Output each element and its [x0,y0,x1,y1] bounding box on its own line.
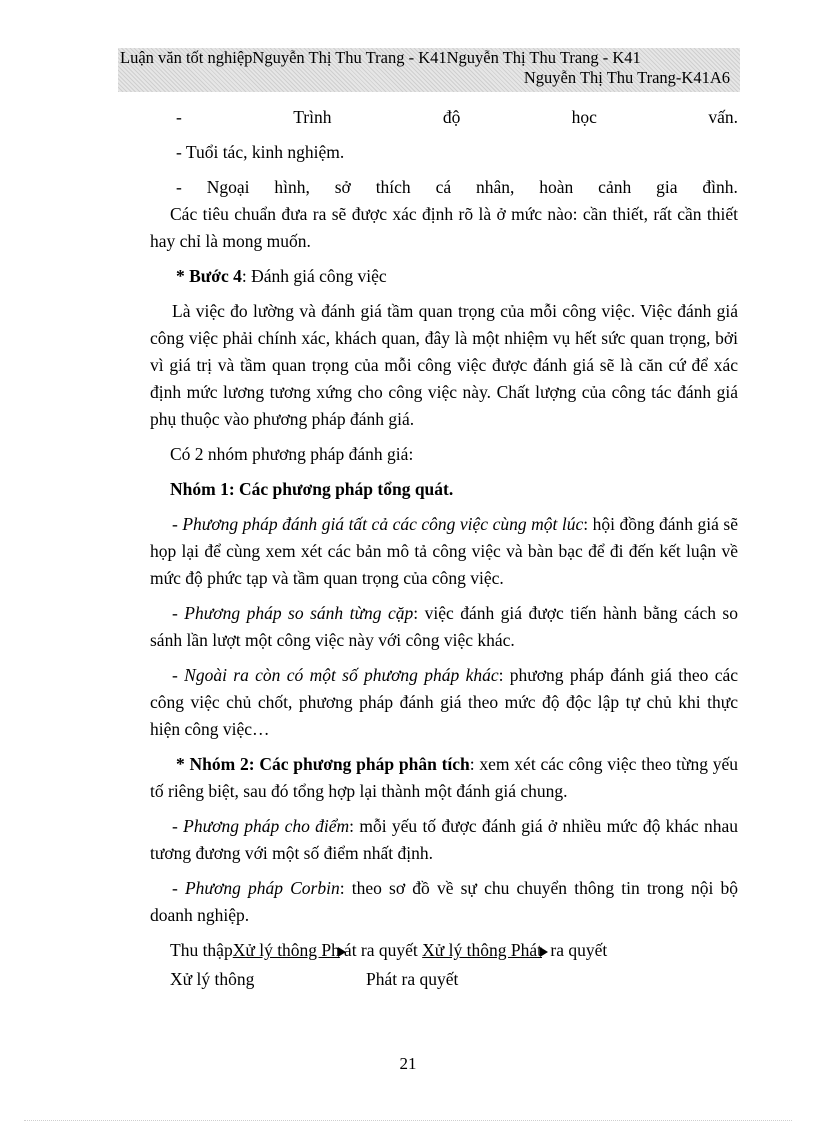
flow-process-label: Xử lý thông [170,969,255,989]
step4-heading [170,263,738,290]
flow-decide-2: ra quyết [546,940,608,960]
group1-method1: - Phương pháp đánh giá tất cả các công việc cùng một lúc: hội đồng đánh giá sẽ họp lại để cùng xem xét các bản mô tả công việc và bàn bạc để đi đến kết luận về mức độ phức tạp và tầm quan trọng của công việc. [150,514,738,588]
flow-decide-1: át ra quyết [343,940,423,960]
flow-collect: Thu thập [170,940,233,960]
flow-process-1: Xử lý thông Ph [232,940,340,960]
page-header [118,48,740,92]
step4-title: : Đánh giá công việc [241,266,387,286]
page-number: 21 [399,1054,417,1073]
footer-divider [24,1120,792,1121]
header-line-1: Luận văn tốt nghiệpNguyễn Thị Thu Trang - K41Nguyễn Thị Thu Trang - K41 [120,48,641,67]
step4-paragraph: Là việc đo lường và đánh giá tầm quan trọng của mỗi công việc. Việc đánh giá công việc phải chính xác, khách quan, đây là một nhiệm vụ hết sức quan trọng, bởi vì giá trị và tầm quan trọng của mỗi công việc được đánh giá sẽ là căn cứ để xác định mức lương tương xứng cho công việc này. Chất lượng của công tác đánh giá phụ thuộc vào phương pháp đánh giá. [150,301,738,429]
group2-paragraph: * Nhóm 2: Các phương pháp phân tích: xem xét các công việc theo từng yếu tố riêng biệt, sau đó tổng hợp lại thành một đánh giá chung. [150,754,738,801]
criteria-education: - Trình độ học vấn. [176,107,738,127]
criteria-age: - Tuổi tác, kinh nghiệm. [176,142,345,162]
group2-method1: - Phương pháp cho điểm: mỗi yếu tố được đánh giá ở nhiều mức độ khác nhau tương đương với một số điểm nhất định. [150,816,739,863]
group1-method2: - Phương pháp so sánh từng cặp: việc đánh giá được tiến hành bằng cách so sánh lần lượt một công việc này với công việc khác. [150,603,738,650]
criteria-appearance: - Ngoại hình, sở thích cá nhân, hoàn cảnh gia đình. [176,177,738,197]
info-flow-diagram-row1 [170,937,738,964]
document-body [150,104,739,993]
group1-method3: - Ngoài ra còn có một số phương pháp khác: phương pháp đánh giá theo các công việc chủ chốt, phương pháp đánh giá theo mức độ độc lập tự chủ khi thực hiện công việc… [150,665,738,739]
group2-title: * Nhóm 2: Các phương pháp phân tích [176,754,470,774]
info-flow-diagram-row2 [170,966,738,993]
flow-decide-label: Phát ra quyết [366,969,459,989]
group2-method2: - Phương pháp Corbin: theo sơ đồ về sự chu chuyển thông tin trong nội bộ doanh nghiệp. [150,878,738,925]
flow-process-2: Xử lý thông Phát [422,940,542,960]
two-groups-intro: Có 2 nhóm phương pháp đánh giá: [170,444,414,464]
group1-title: Nhóm 1: Các phương pháp tổng quát. [170,479,454,499]
header-line-2: Nguyễn Thị Thu Trang-K41A6 [523,68,730,87]
standards-note: Các tiêu chuẩn đưa ra sẽ được xác định rõ là ở mức nào: cần thiết, rất cần thiết hay chỉ là mong muốn. [150,204,738,251]
step4-label: * Bước 4 [176,266,242,286]
